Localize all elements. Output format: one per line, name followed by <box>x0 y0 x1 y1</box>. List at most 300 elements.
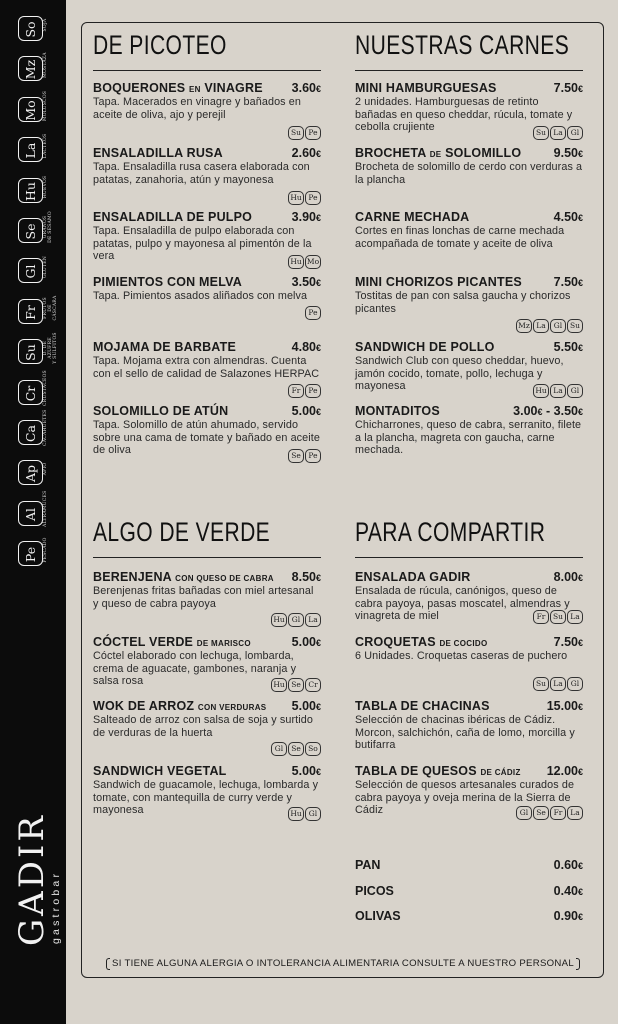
price-value: 5.00 <box>291 699 316 713</box>
item-name-main: BROCHETA <box>355 146 427 160</box>
allergen-badge <box>18 380 43 405</box>
allergen-sidebar <box>0 0 66 1024</box>
section-divider <box>93 557 321 558</box>
allergen-name: CACAHUETES <box>43 409 48 446</box>
allergen-badge <box>18 178 43 203</box>
menu-item <box>355 699 583 752</box>
item-name <box>355 635 487 651</box>
item-header <box>93 146 321 161</box>
item-price <box>292 635 321 651</box>
allergen-tags <box>271 678 321 692</box>
currency-symbol: € <box>315 343 321 353</box>
price-value: 12.00 <box>546 764 578 778</box>
item-name-main: CÓCTEL VERDE <box>93 635 194 649</box>
price-value: 7.50 <box>553 635 578 649</box>
currency-symbol: € <box>577 638 583 648</box>
section-para-compartir <box>355 517 583 817</box>
price-value: 3.90 <box>291 210 316 224</box>
extra-price <box>554 909 583 923</box>
item-name-qualifier: CON VERDURAS <box>197 703 267 712</box>
item-price <box>292 699 321 715</box>
brand-tagline: gastrobar <box>50 870 62 944</box>
item-name <box>355 146 521 162</box>
item-name-main: MINI CHORIZOS PICANTES <box>355 275 522 289</box>
item-price <box>292 210 321 226</box>
menu-item <box>93 570 321 610</box>
allergen-code: Hu <box>23 181 38 201</box>
currency-symbol: € <box>315 213 321 223</box>
notice-bracket-left <box>106 958 110 970</box>
currency-symbol: € <box>577 767 583 777</box>
currency-symbol: € <box>315 84 321 94</box>
allergen-tag: Gl <box>567 126 583 140</box>
item-name-qualifier: DE CÁDIZ <box>480 768 521 777</box>
allergen-tags <box>288 191 321 205</box>
currency-symbol: € <box>315 278 321 288</box>
allergen-tag: Pe <box>305 126 321 140</box>
item-description: Berenjenas fritas bañadas con miel artesanal y queso de cabra payoya <box>93 585 314 610</box>
price-value: 3.60 <box>291 81 316 95</box>
allergen-name: HUEVOS <box>43 175 48 198</box>
allergen-badge <box>18 541 43 566</box>
item-name-qualifier: EN <box>188 85 201 94</box>
item-description: Tapa. Ensaladilla rusa casera elaborada con patatas, zanahoria, atún y mayonesa <box>93 161 310 186</box>
allergen-tags <box>288 807 321 821</box>
item-description: Ensalada de rúcula, canónigos, queso de cabra payoya, pasas moscatel, almendras y vinagreta de miel <box>355 585 570 623</box>
menu-item <box>93 404 321 457</box>
item-description: Tapa. Mojama extra con almendras. Cuenta con el sello de calidad de Salazones HERPAC <box>93 355 320 380</box>
item-name-main: ENSALADILLA DE PULPO <box>93 210 253 224</box>
allergy-notice <box>106 956 580 972</box>
currency-symbol: € <box>577 278 583 288</box>
section-title: NUESTRAS CARNES <box>355 30 570 60</box>
item-name-main: WOK DE ARROZ <box>93 699 195 713</box>
allergen-tag: Se <box>288 449 304 463</box>
allergen-tag: Su <box>533 677 549 691</box>
item-name <box>93 210 252 225</box>
allergen-code: La <box>23 142 38 159</box>
allergen-code: Gl <box>23 264 38 279</box>
allergen-name: PESCADO <box>43 537 48 563</box>
extra-item <box>355 909 583 935</box>
item-price <box>547 764 583 780</box>
item-name-main: SANDWICH VEGETAL <box>93 764 227 778</box>
item-description: 2 unidades. Hamburguesas de retinto bañadas en queso cheddar, rúcula, tomate y cebolla crujiente <box>355 96 573 134</box>
price-value: 3.00 <box>513 404 538 418</box>
allergen-tag: La <box>550 677 566 691</box>
currency-symbol: € <box>577 213 583 223</box>
allergen-tag: La <box>533 319 549 333</box>
allergen-code: Pe <box>23 547 38 563</box>
item-description: Brocheta de solomillo de cerdo con verduras a la plancha <box>355 161 583 186</box>
extras-list <box>355 858 583 935</box>
item-header <box>93 699 321 714</box>
allergen-lácteos <box>0 133 66 174</box>
allergen-mostaza <box>0 52 66 93</box>
currency-symbol: € <box>577 861 583 871</box>
allergen-tags <box>271 742 321 756</box>
item-name <box>93 340 236 355</box>
menu-item <box>355 404 583 457</box>
section-title: DE PICOTEO <box>93 30 227 60</box>
item-name-qualifier: DE COCIDO <box>439 639 488 648</box>
price-value: 0.60 <box>553 858 578 872</box>
item-description: Cóctel elaborado con lechuga, lombarda, crema de aguacate, gambones, naranja y salsa rosa <box>93 650 297 688</box>
extra-item <box>355 858 583 884</box>
menu-item <box>93 210 321 263</box>
price-value-max: 3.50 <box>553 404 578 418</box>
item-name-rest: VINAGRE <box>204 81 263 95</box>
extra-name: OLIVAS <box>355 909 401 923</box>
allergen-tag: Gl <box>271 742 287 756</box>
allergen-badge <box>18 97 43 122</box>
item-name-main: CROQUETAS <box>355 635 436 649</box>
item-price <box>554 146 583 162</box>
item-price <box>292 764 321 780</box>
allergen-tag: Su <box>567 319 583 333</box>
menu-item <box>93 275 321 303</box>
allergen-tag: Su <box>550 610 566 624</box>
item-price <box>554 81 583 97</box>
item-price: 3.00€ - 3.50€ <box>513 404 583 418</box>
price-value: 9.50 <box>553 146 578 160</box>
allergen-d-de-azufre-y-sulfitos <box>0 332 66 376</box>
allergen-pescado <box>0 537 66 578</box>
section-title: PARA COMPARTIR <box>355 517 546 547</box>
allergen-tags <box>533 384 583 398</box>
item-name-qualifier: DE <box>429 150 442 159</box>
allergen-name: MOSTAZA <box>43 52 48 79</box>
allergy-notice-text: SI TIENE ALGUNA ALERGIA O INTOLERANCIA ALIMENTARIA CONSULTE A NUESTRO PERSONAL <box>112 958 574 969</box>
item-name-main: MINI HAMBURGUESAS <box>355 81 497 95</box>
item-header <box>355 340 583 355</box>
item-price <box>554 275 583 291</box>
currency-symbol: € <box>577 84 583 94</box>
item-name-main: SANDWICH DE POLLO <box>355 340 495 354</box>
price-value: 3.50 <box>291 275 316 289</box>
allergen-badge <box>18 218 43 243</box>
item-price <box>554 340 583 356</box>
allergen-badge <box>18 339 43 364</box>
currency-symbol: € <box>315 573 321 583</box>
allergen-name: FRUTOS DE CÁSCARA <box>43 295 58 321</box>
item-name <box>355 81 497 96</box>
allergen-apio <box>0 460 66 497</box>
item-name <box>93 764 227 779</box>
item-name <box>355 340 495 355</box>
currency-symbol: € <box>577 912 583 922</box>
section-divider <box>355 70 583 71</box>
section-divider <box>93 70 321 71</box>
allergen-tags <box>533 677 583 691</box>
extra-price <box>554 884 583 898</box>
item-description: Tapa. Solomillo de atún ahumado, servido sobre una cama de tomate y bañado en aceite de oliva <box>93 419 320 457</box>
price-value: 15.00 <box>546 699 578 713</box>
allergen-tags <box>533 126 583 140</box>
item-name <box>93 81 263 97</box>
item-price <box>554 570 583 586</box>
currency-symbol: € <box>315 767 321 777</box>
extra-price <box>554 858 583 872</box>
allergen-tag: Fr <box>533 610 549 624</box>
price-value: 2.60 <box>291 146 316 160</box>
allergen-tag: Gl <box>516 806 532 820</box>
menu-item <box>93 340 321 380</box>
item-header <box>355 570 583 585</box>
section-algo-de-verde <box>93 517 321 818</box>
allergen-tag: Hu <box>288 807 304 821</box>
allergen-badge <box>18 56 43 81</box>
currency-symbol: € <box>537 407 543 417</box>
item-price <box>554 210 583 226</box>
item-header <box>355 210 583 225</box>
section-nuestras-carnes <box>355 30 583 457</box>
item-description: Selección de chacinas ibéricas de Cádiz. Morcon, salchichón, caña de lomo, morcilla y butifarra <box>355 714 575 752</box>
price-value: 5.00 <box>291 764 316 778</box>
item-name <box>355 570 471 585</box>
allergen-badge <box>18 16 43 41</box>
allergen-code: Su <box>23 344 38 361</box>
extra-name: PICOS <box>355 883 394 898</box>
item-name-main: CARNE MECHADA <box>355 210 470 224</box>
price-value: 8.50 <box>291 570 316 584</box>
item-name <box>355 404 440 419</box>
item-header <box>93 570 321 585</box>
currency-symbol: € <box>315 702 321 712</box>
allergen-tag: La <box>567 806 583 820</box>
item-name-main: SOLOMILLO DE ATÚN <box>93 404 229 418</box>
extra-item <box>355 884 583 910</box>
item-name-main: ENSALADILLA RUSA <box>93 146 223 160</box>
price-value: 8.00 <box>553 570 578 584</box>
item-name-main: MONTADITOS <box>355 404 440 418</box>
item-header <box>93 275 321 290</box>
allergen-badge <box>18 258 43 283</box>
allergen-tag: Cr <box>305 678 321 692</box>
allergen-tag: Gl <box>567 384 583 398</box>
extra-name: PAN <box>355 858 381 872</box>
item-name-main: BERENJENA <box>93 570 172 584</box>
currency-symbol: € <box>315 149 321 159</box>
item-name-rest: SOLOMILLO <box>445 146 522 160</box>
item-description: 6 Unidades. Croquetas caseras de puchero <box>355 650 568 662</box>
allergen-tag: Su <box>288 126 304 140</box>
item-name-qualifier: DE MARISCO <box>196 639 251 648</box>
allergen-tag: Fr <box>288 384 304 398</box>
allergen-name: LÁCTEOS <box>43 133 48 159</box>
item-price <box>292 340 321 356</box>
price-value: 7.50 <box>553 275 578 289</box>
allergen-tags <box>271 613 321 627</box>
menu-item <box>93 699 321 739</box>
allergen-tag: La <box>305 613 321 627</box>
allergen-code: Al <box>23 507 38 521</box>
allergen-tag: Hu <box>271 613 287 627</box>
item-description: Tapa. Ensaladilla de pulpo elaborada con patatas, pulpo y mayonesa al pimentón de la vera <box>93 225 312 263</box>
allergen-badge <box>18 420 43 445</box>
item-header <box>355 146 583 161</box>
menu-item <box>93 146 321 186</box>
item-header <box>355 81 583 96</box>
item-name <box>355 699 490 714</box>
allergen-name: GRANOS DE SÉSAMO <box>43 211 53 243</box>
allergen-gluten <box>0 258 66 295</box>
brand-name: GADIR <box>12 812 52 946</box>
item-header <box>93 210 321 225</box>
allergen-name: ALTRAMUCES <box>43 490 48 527</box>
section-de-picoteo <box>93 30 321 460</box>
allergen-code: Mz <box>23 60 38 80</box>
menu-item <box>355 275 583 315</box>
item-name <box>93 146 223 161</box>
allergen-tag: Gl <box>567 677 583 691</box>
allergen-tag: Pe <box>305 449 321 463</box>
item-header <box>355 635 583 650</box>
allergen-code: Mo <box>23 100 38 121</box>
menu-item <box>93 81 321 121</box>
menu-item <box>93 764 321 817</box>
item-header <box>355 699 583 714</box>
allergen-code: Se <box>23 223 38 240</box>
allergen-tags <box>288 449 321 463</box>
allergen-tags <box>533 610 583 624</box>
item-name-main: BOQUERONES <box>93 81 186 95</box>
item-price <box>292 146 321 162</box>
item-name-main: PIMIENTOS CON MELVA <box>93 275 242 289</box>
notice-bracket-right <box>576 958 580 970</box>
currency-symbol: € <box>577 886 583 897</box>
item-price <box>292 570 321 586</box>
allergen-tag: Mo <box>305 255 321 269</box>
item-name-qualifier: CON QUESO DE CABRA <box>175 574 274 583</box>
price-value: 0.40 <box>553 883 578 898</box>
allergen-tags <box>516 319 583 333</box>
item-name-main: TABLA DE CHACINAS <box>355 699 490 713</box>
allergen-tag: Se <box>288 742 304 756</box>
allergen-code: Cr <box>23 385 38 401</box>
allergen-badge <box>18 299 43 324</box>
allergen-tag: Gl <box>288 613 304 627</box>
item-name <box>93 699 266 715</box>
allergen-name: D. DE AZUFRE Y SULFITOS <box>43 332 58 364</box>
price-value: 5.00 <box>291 635 316 649</box>
item-price <box>292 404 321 420</box>
allergen-name: CRUSTÁCEOS <box>43 369 48 406</box>
item-price <box>547 699 583 715</box>
allergen-tag: Su <box>533 126 549 140</box>
allergen-tag: Pe <box>305 384 321 398</box>
allergen-tag: Mz <box>516 319 532 333</box>
item-price <box>554 635 583 651</box>
allergen-code: Ca <box>23 424 38 443</box>
allergen-tag: So <box>305 742 321 756</box>
allergen-tag: La <box>550 126 566 140</box>
price-value: 0.90 <box>553 909 578 923</box>
allergen-badge <box>18 501 43 526</box>
menu-item <box>355 635 583 663</box>
price-value: 4.50 <box>553 210 578 224</box>
allergen-tag: La <box>550 384 566 398</box>
currency-symbol: € <box>577 407 583 417</box>
item-name <box>93 635 251 651</box>
item-description: Cortes en finas lonchas de carne mechada acompañada de tomate y aceite de oliva <box>355 225 565 250</box>
item-header <box>93 764 321 779</box>
allergen-badge <box>18 137 43 162</box>
item-name <box>355 764 521 780</box>
allergen-tag: La <box>567 610 583 624</box>
item-description: Chicharrones, queso de cabra, serranito, filete a la plancha, magreta con gaucha, carne mechada. <box>355 419 582 457</box>
allergen-badge <box>18 460 43 485</box>
item-header <box>355 764 583 779</box>
item-name-main: TABLA DE QUESOS <box>355 764 477 778</box>
item-header <box>93 340 321 355</box>
currency-symbol: € <box>315 407 321 417</box>
item-price <box>292 81 321 97</box>
item-description: Selección de quesos artesanales curados de cabra payoya y oveja merina de la Sierra de Cádiz <box>355 779 575 817</box>
allergen-tag: Gl <box>550 319 566 333</box>
allergen-name: GLUTEN <box>43 256 48 279</box>
item-name <box>93 404 228 419</box>
allergen-code: So <box>23 21 38 38</box>
allergen-tag: Hu <box>533 384 549 398</box>
allergen-tags <box>288 384 321 398</box>
allergen-tag: Gl <box>305 807 321 821</box>
allergen-tag: Hu <box>288 191 304 205</box>
item-description: Tostitas de pan con salsa gaucha y chorizos picantes <box>355 290 571 315</box>
item-name <box>355 275 522 290</box>
price-value: 5.50 <box>553 340 578 354</box>
currency-symbol: € <box>577 702 583 712</box>
gadir-logo <box>14 813 62 946</box>
currency-symbol: € <box>577 573 583 583</box>
allergen-name: APIO <box>43 463 48 476</box>
allergen-name: MOLUSCOS <box>43 90 48 121</box>
item-name <box>355 210 469 225</box>
item-description: Sandwich de guacamole, lechuga, lombarda y tomate, con mantequilla de curry verde y mayonesa <box>93 779 319 817</box>
price-value: 4.80 <box>291 340 316 354</box>
item-price <box>292 275 321 291</box>
allergen-tags <box>288 255 321 269</box>
menu-item <box>355 210 583 250</box>
allergen-tag: Hu <box>288 255 304 269</box>
allergen-tags <box>288 126 321 140</box>
item-description: Sandwich Club con queso cheddar, huevo, jamón cocido, tomate, pollo, lechuga y mayonesa <box>355 355 564 393</box>
allergen-tag: Fr <box>550 806 566 820</box>
allergen-code: Fr <box>23 304 38 320</box>
allergen-tags <box>516 806 583 820</box>
allergen-code: Ap <box>23 465 38 483</box>
item-header <box>93 404 321 419</box>
currency-symbol: € <box>577 149 583 159</box>
item-description: Tapa. Pimientos asados aliñados con melva <box>93 290 308 302</box>
allergen-tag: Pe <box>305 306 321 320</box>
section-divider <box>355 557 583 558</box>
allergen-tags <box>305 306 321 320</box>
allergen-tag: Se <box>288 678 304 692</box>
item-name <box>93 570 274 586</box>
price-value: 7.50 <box>553 81 578 95</box>
item-description: Tapa. Macerados en vinagre y bañados en aceite de oliva, ajo y perejil <box>93 96 301 121</box>
item-header <box>355 275 583 290</box>
item-header <box>93 635 321 650</box>
currency-symbol: € <box>315 638 321 648</box>
allergen-name: SOJA <box>43 18 48 32</box>
currency-symbol: € <box>577 343 583 353</box>
item-name <box>93 275 242 290</box>
section-title: ALGO DE VERDE <box>93 517 271 547</box>
item-header <box>355 404 583 419</box>
price-value: 5.00 <box>291 404 316 418</box>
